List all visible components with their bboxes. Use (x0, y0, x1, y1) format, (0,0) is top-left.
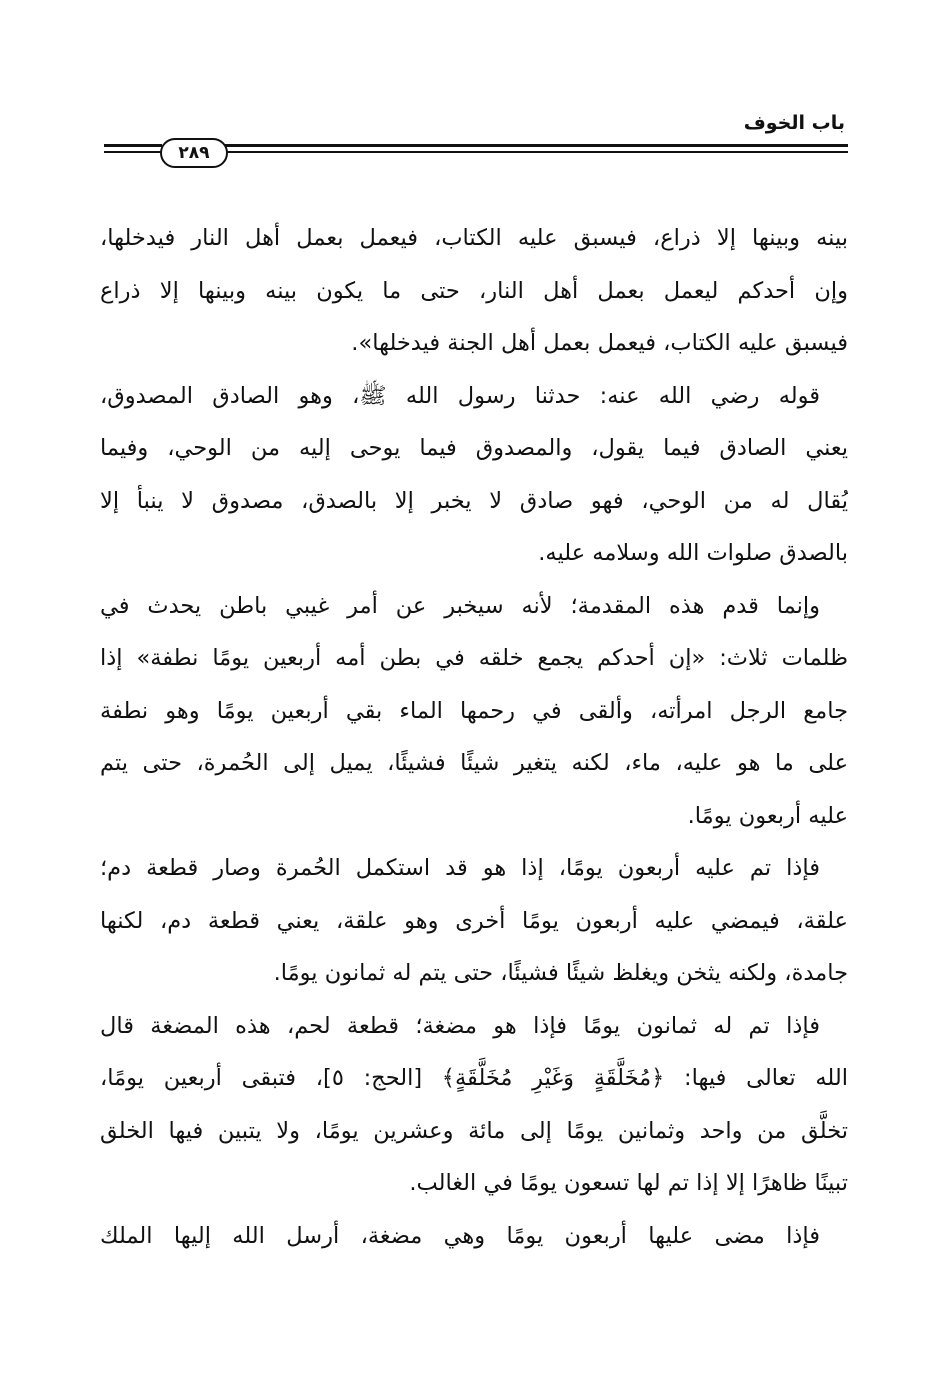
text-line: على ما هو عليه، ماء، لكنه يتغير شيئًا فشيئًا، يميل إلى الحُمرة، حتى يتم (100, 750, 848, 776)
text-line: بالصدق صلوات الله وسلامه عليه. (538, 540, 848, 566)
text-line: تبينًا ظاهرًا إلا إذا تم لها تسعون يومًا في الغالب. (409, 1170, 848, 1196)
text-line: عليه أربعون يومًا. (687, 802, 848, 829)
text-line: يُقال له من الوحي، فهو صادق لا يخبر إلا بالصدق، مصدوق لا ينبأ إلا (100, 487, 848, 514)
chapter-title: باب الخوف (743, 112, 845, 134)
text-line: ظلمات ثلاث: «إن أحدكم يجمع خلقه في بطن أمه أربعين يومًا نطفة» إذا (100, 645, 848, 671)
header-rule-left-2 (104, 151, 162, 153)
text-line: وإنما قدم هذه المقدمة؛ لأنه سيخبر عن أمر غيبي باطن يحدث في (100, 592, 820, 619)
header-rule-left (104, 144, 162, 147)
text-line: بينه وبينها إلا ذراع، فيسبق عليه الكتاب، فيعمل بعمل أهل النار فيدخلها، (100, 225, 848, 251)
page-number: ٢٨٩ (160, 138, 228, 168)
text-line: فإذا تم عليه أربعون يومًا، إذا هو قد استكمل الحُمرة وصار قطعة دم؛ (100, 855, 820, 881)
text-line: جامع الرجل امرأته، وألقى في رحمها الماء بقي أربعين يومًا وهو نطفة (100, 697, 848, 724)
text-line: تخلَّق من واحد وثمانين يومًا إلى مائة وعشرين يومًا، ولا يتبين فيها الخلق (100, 1117, 848, 1144)
text-line: جامدة، ولكنه يثخن ويغلظ شيئًا فشيئًا، حتى يتم له ثمانون يومًا. (273, 960, 848, 986)
text-line: فإذا مضى عليها أربعون يومًا وهي مضغة، أرسل الله إليها الملك (100, 1222, 820, 1249)
text-line: قوله رضي الله عنه: حدثنا رسول الله ﷺ، وهو الصادق المصدوق، (100, 382, 820, 409)
text-line: الله تعالى فيها: ﴿مُخَلَّقَةٍ وَغَيْرِ مُخَلَّقَةٍ﴾ [الحج: ٥]، فتبقى أربعين يومًا، (100, 1065, 848, 1091)
body-text (100, 212, 848, 1262)
header-rule-right (224, 144, 848, 147)
text-line: وإن أحدكم ليعمل بعمل أهل النار، حتى ما يكون بينه وبينها إلا ذراع (100, 277, 848, 304)
text-line: فإذا تم له ثمانون يومًا فإذا هو مضغة؛ قطعة لحم، هذه المضغة قال (100, 1012, 820, 1039)
text-line: فيسبق عليه الكتاب، فيعمل بعمل أهل الجنة فيدخلها». (351, 330, 848, 356)
header-rule-right-2 (224, 151, 848, 153)
text-line: علقة، فيمضي عليه أربعون يومًا أخرى وهو علقة، يعني قطعة دم، لكنها (100, 907, 848, 934)
text-line: يعني الصادق فيما يقول، والمصدوق فيما يوحى إليه من الوحي، وفيما (100, 435, 848, 461)
